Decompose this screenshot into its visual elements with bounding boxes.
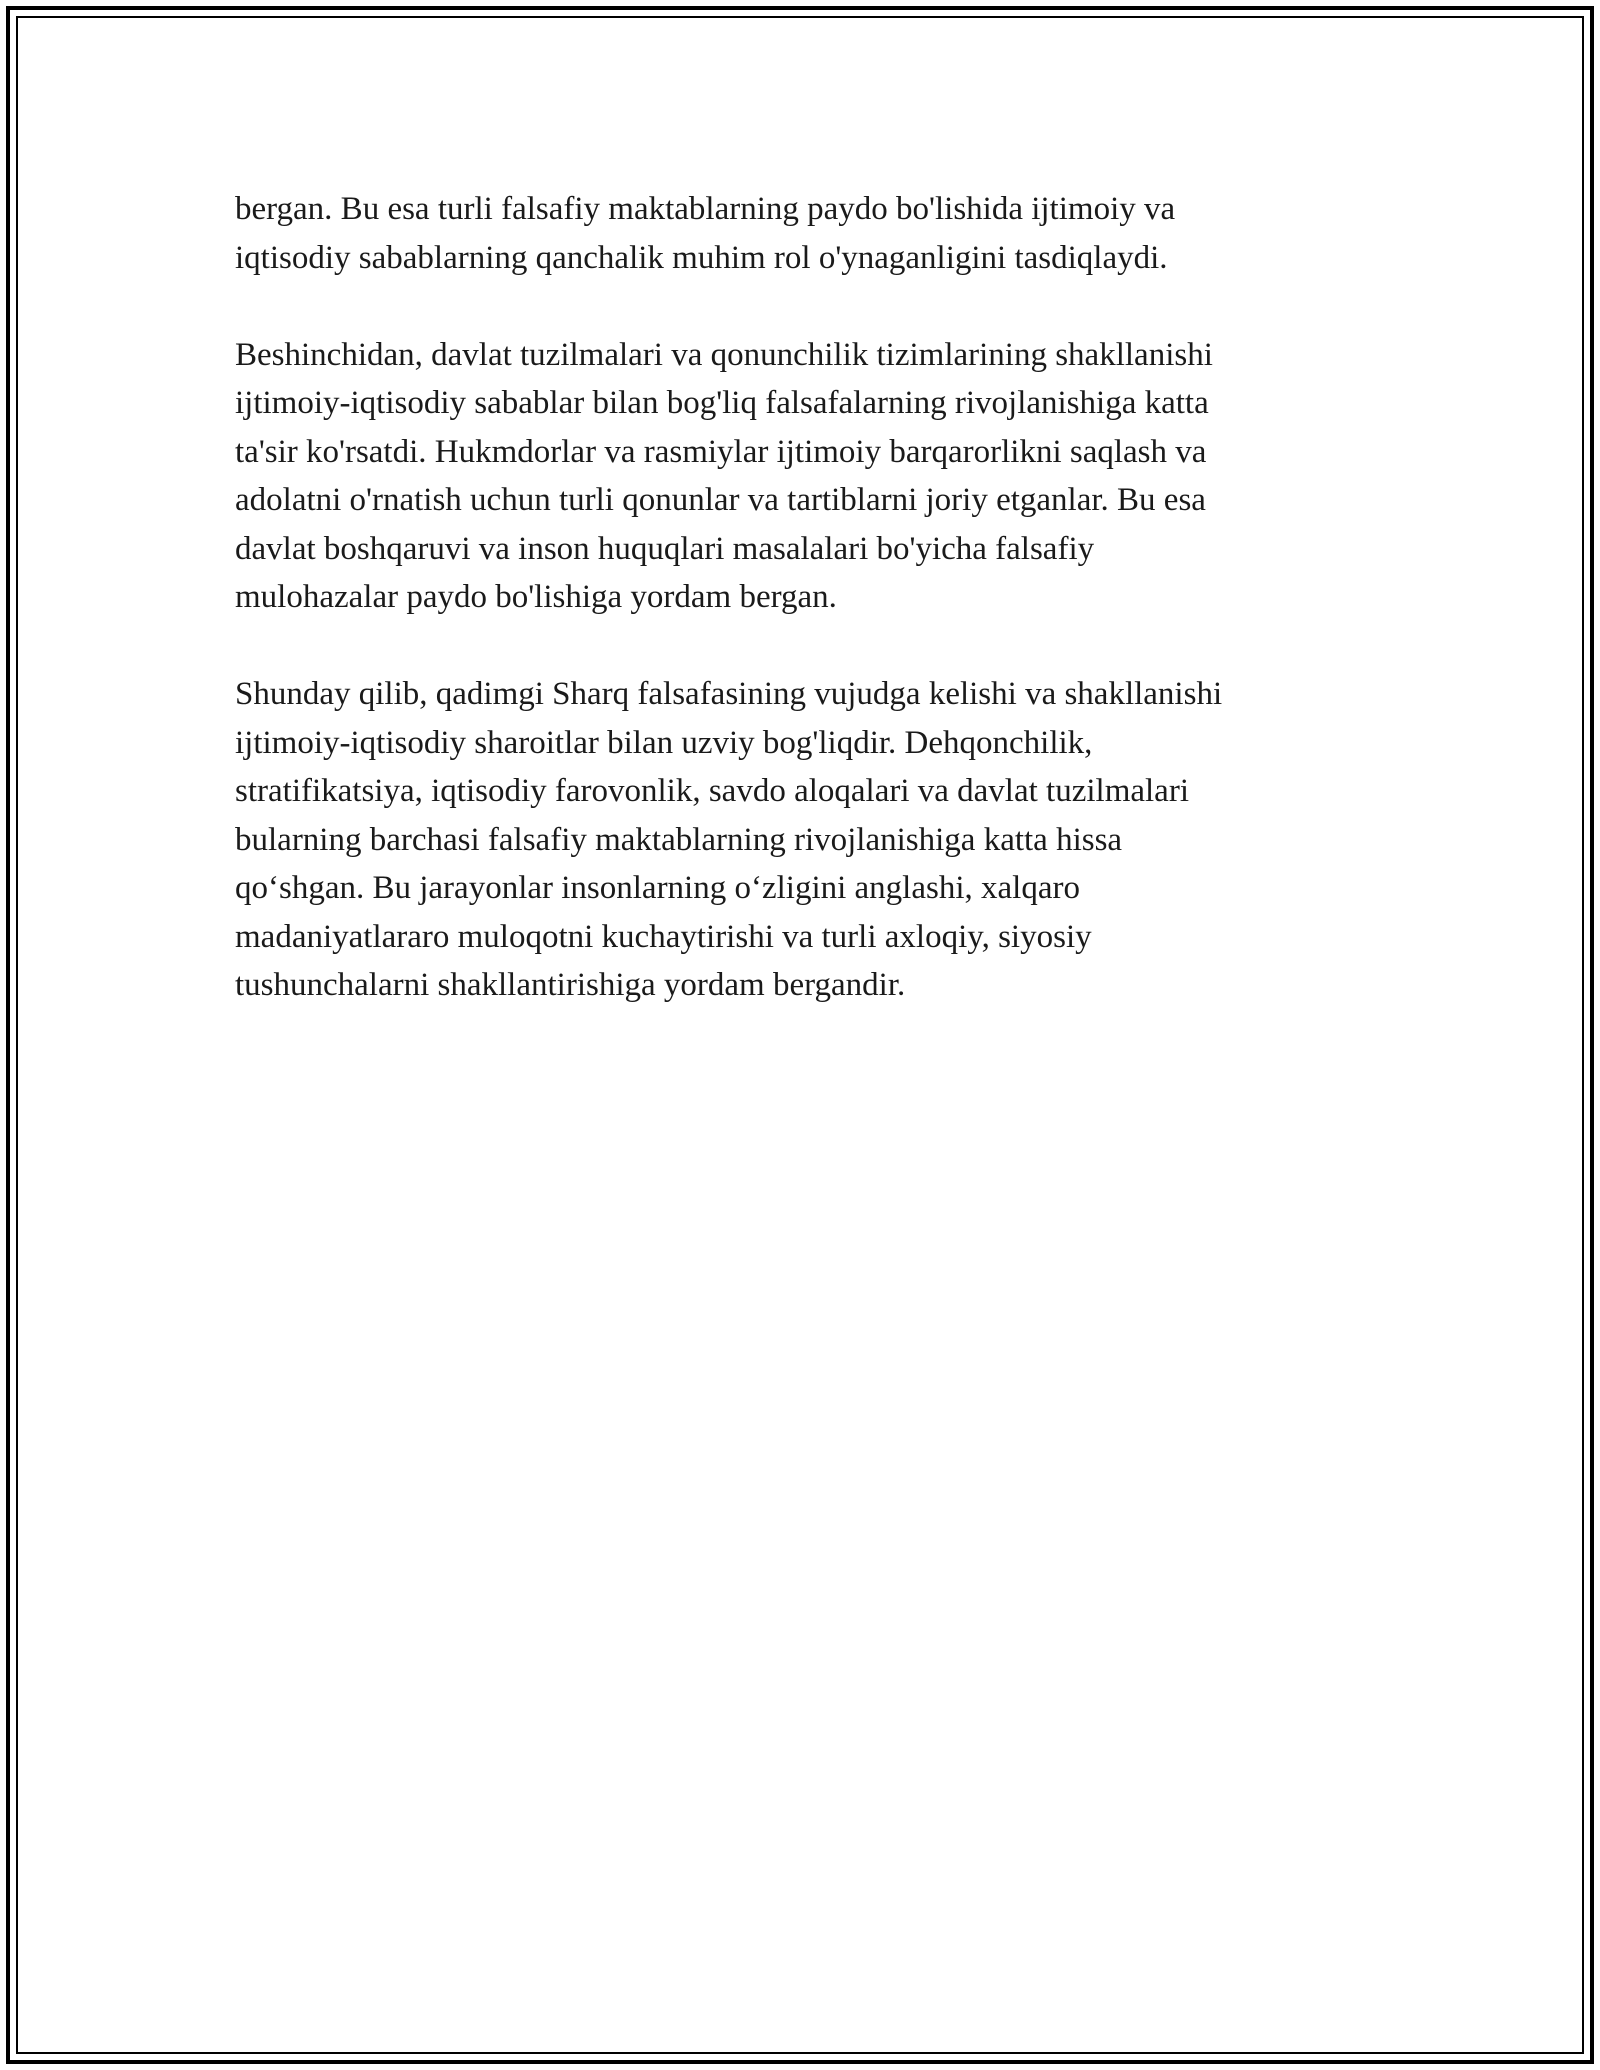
text-line: qo‘shgan. Bu jarayonlar insonlarning o‘zligini anglashi, xalqaro: [235, 870, 1080, 906]
text-line: adolatni o'rnatish uchun turli qonunlar va tartiblarni joriy etganlar. Bu esa: [235, 482, 1206, 518]
text-line: ta'sir ko'rsatdi. Hukmdorlar va rasmiylar ijtimoiy barqarorlikni saqlash va: [235, 433, 1207, 470]
text-line: Beshinchidan, davlat tuzilmalari va qonunchilik tizimlarining shakllanishi: [235, 336, 1213, 373]
text-line: mulohazalar paydo bo'lishiga yordam bergan.: [235, 579, 837, 615]
text-line: iqtisodiy sabablarning qanchalik muhim rol o'ynaganligini tasdiqlaydi.: [235, 239, 1168, 276]
text-line: davlat boshqaruvi va inson huquqlari masalalari bo'yicha falsafiy: [235, 530, 1095, 567]
text-line: madaniyatlararo muloqotni kuchaytirishi va turli axloqiy, siyosiy: [235, 918, 1092, 955]
text-line: ijtimoiy-iqtisodiy sharoitlar bilan uzviy bog'liqdir. Dehqonchilik,: [235, 724, 1093, 761]
document-body: [235, 185, 1365, 1058]
text-line: bularning barchasi falsafiy maktablarning rivojlanishiga katta hissa: [235, 821, 1123, 858]
text-line: stratifikatsiya, iqtisodiy farovonlik, savdo aloqalari va davlat tuzilmalari: [235, 773, 1189, 809]
text-line: bergan. Bu esa turli falsafiy maktablarning paydo bo'lishida ijtimoiy va: [235, 191, 1176, 227]
text-line: tushunchalarni shakllantirishiga yordam bergandir.: [235, 967, 906, 1003]
text-line: ijtimoiy-iqtisodiy sabablar bilan bog'liq falsafalarning rivojlanishiga katta: [235, 385, 1209, 421]
text-line: Shunday qilib, qadimgi Sharq falsafasining vujudga kelishi va shakllanishi: [235, 676, 1223, 712]
paragraph-3: [235, 670, 1365, 1010]
paragraph-2: [235, 331, 1365, 622]
paragraph-1: [235, 185, 1365, 282]
